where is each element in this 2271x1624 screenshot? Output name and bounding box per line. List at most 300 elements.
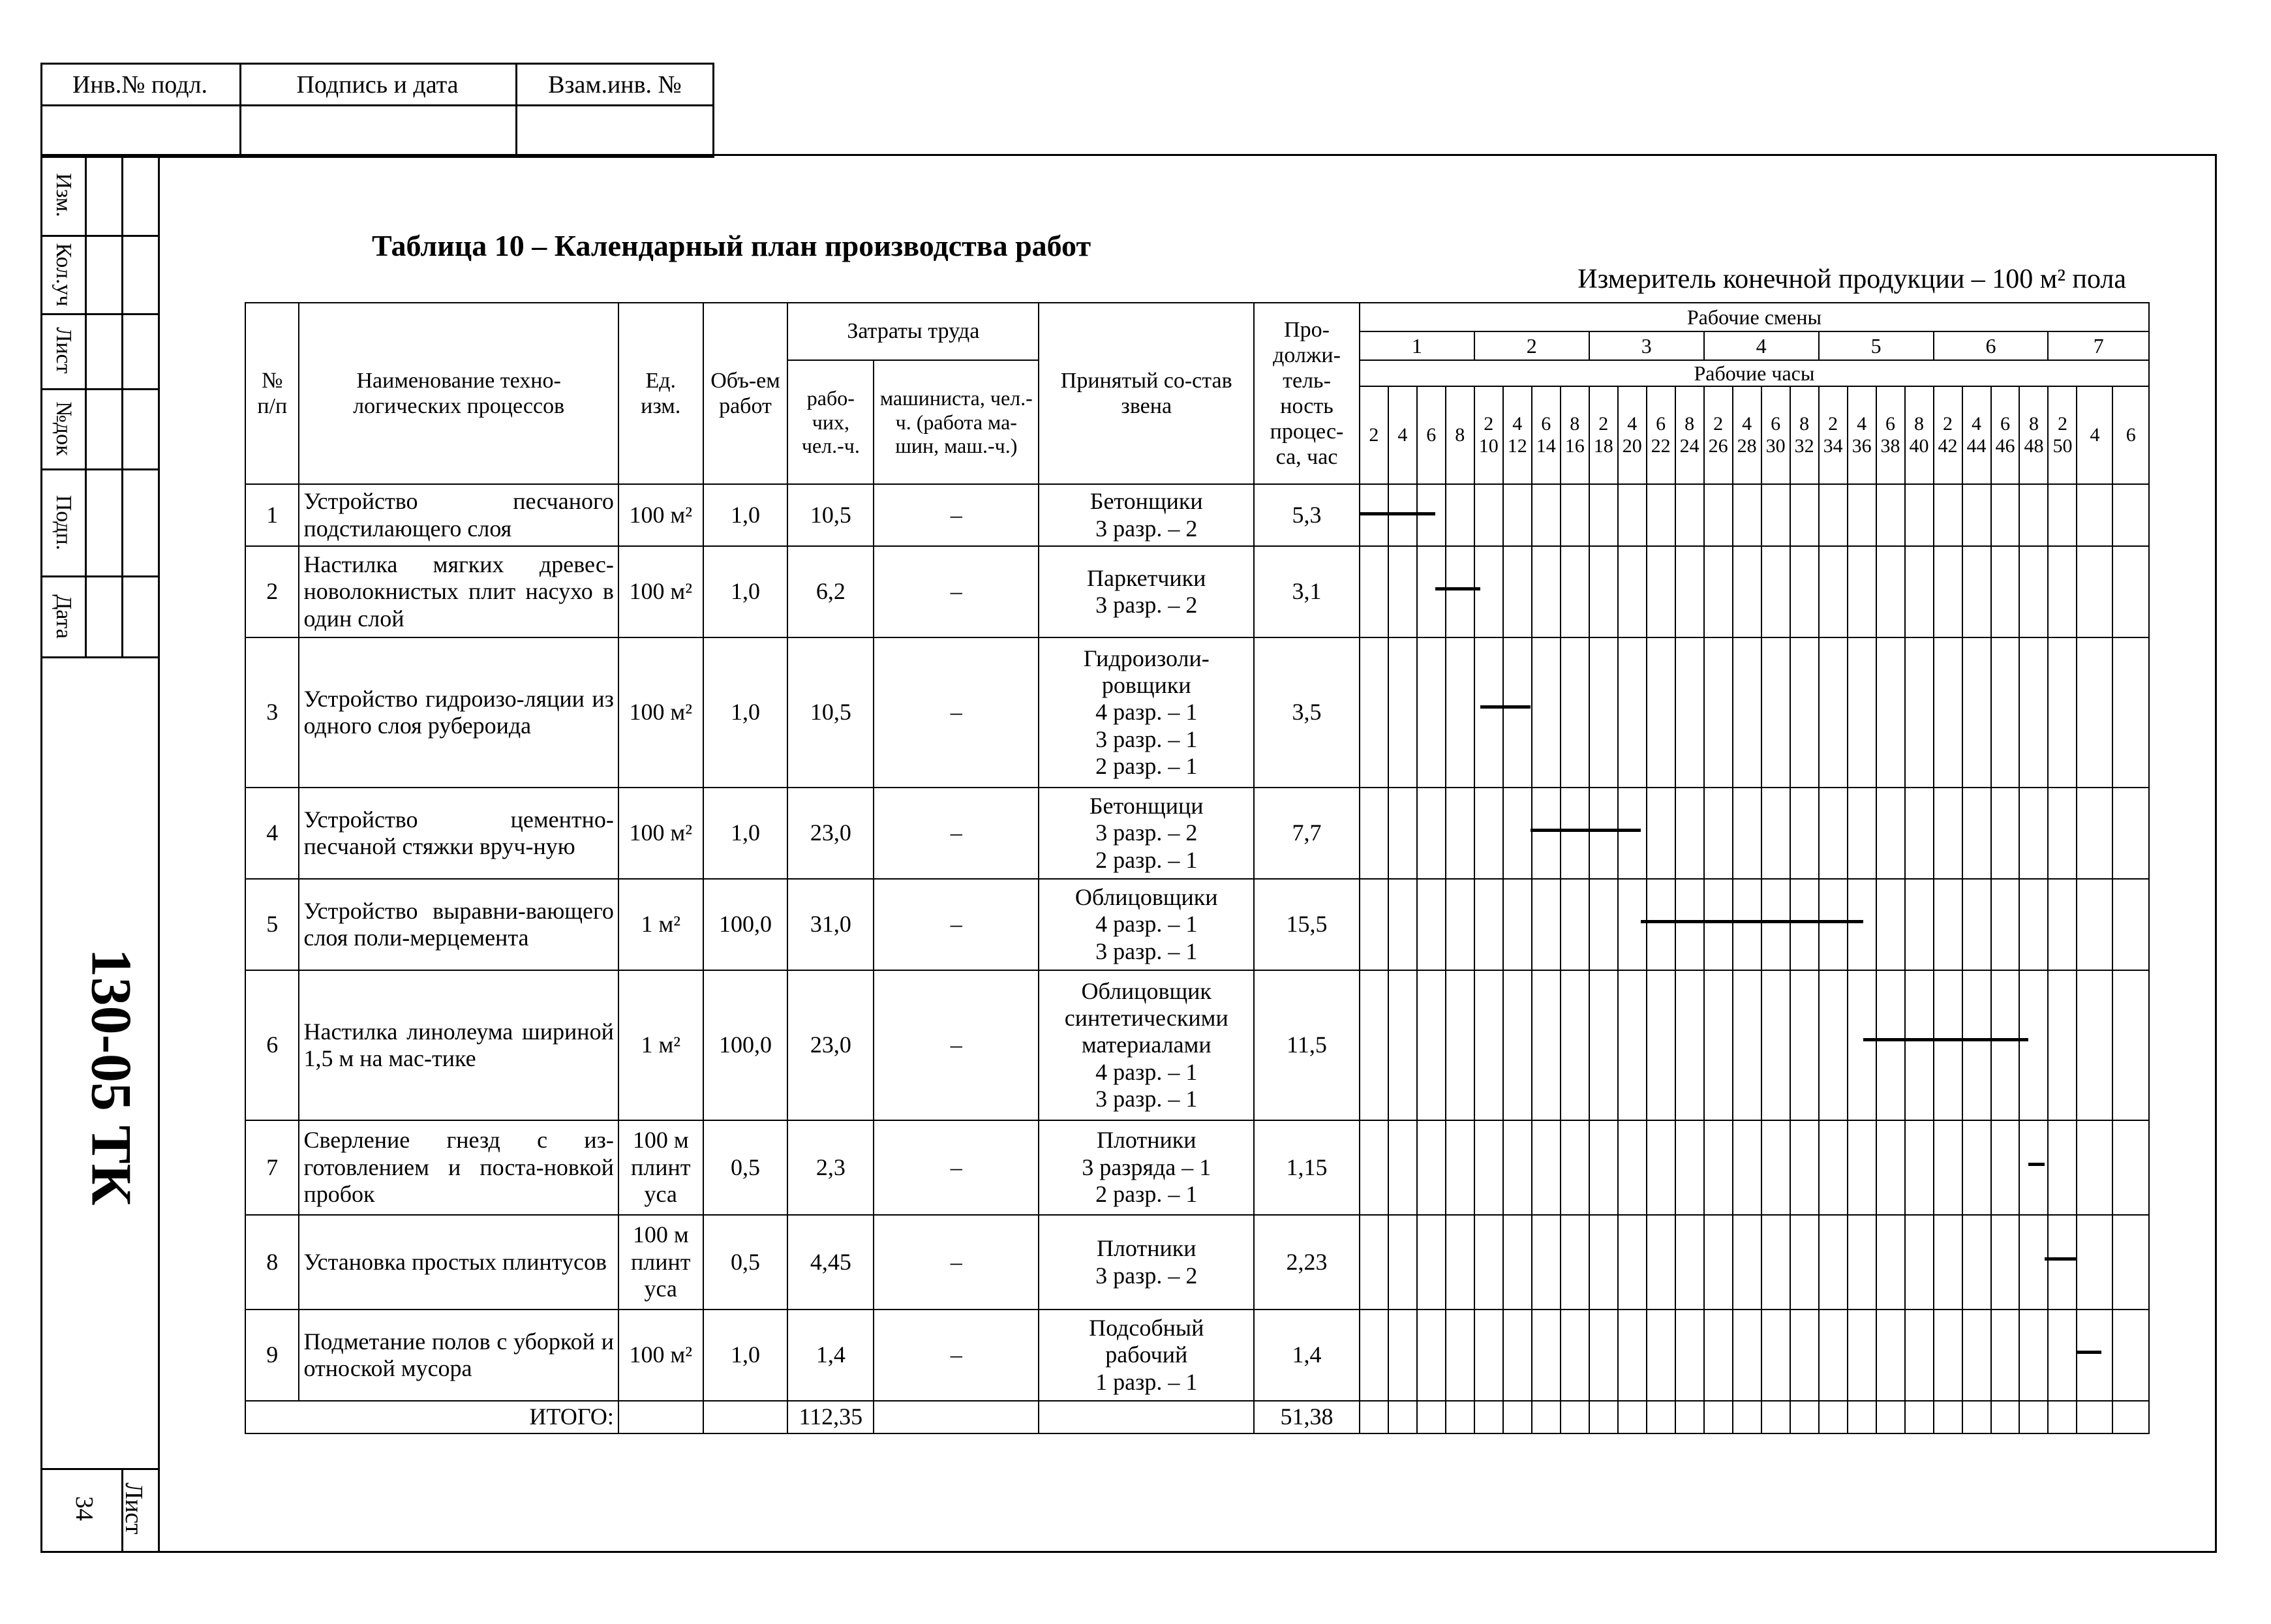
process-name: Устройство цементно-песчаной стяжки вруч-ную bbox=[299, 788, 618, 879]
crew-line: 1 разр. – 1 bbox=[1095, 1368, 1198, 1395]
gantt-cell bbox=[1962, 637, 1991, 788]
gantt-cell bbox=[2048, 1310, 2077, 1401]
gantt-cell bbox=[1474, 1401, 1503, 1433]
gantt-cell bbox=[1876, 1215, 1905, 1310]
crew-line: 2 разр. – 1 bbox=[1095, 846, 1198, 873]
side-row bbox=[40, 468, 158, 470]
gantt-cell bbox=[1704, 637, 1733, 788]
side-data: Дата bbox=[52, 594, 76, 639]
hour-tick-label: 16 bbox=[1564, 435, 1585, 457]
row-number: 2 bbox=[245, 546, 299, 637]
gantt-cell bbox=[1446, 637, 1474, 788]
gantt-cell bbox=[1704, 970, 1733, 1120]
gantt-cell bbox=[1733, 788, 1761, 879]
unit: 100 м² bbox=[618, 788, 703, 879]
crew-line: 3 разр. – 1 bbox=[1095, 938, 1198, 964]
gantt-cell bbox=[1848, 879, 1876, 970]
gantt-cell bbox=[1733, 1215, 1761, 1310]
gantt-cell bbox=[1589, 1120, 1618, 1215]
hour-tick-label: 36 bbox=[1852, 435, 1872, 457]
col-labor-header: Затраты труда bbox=[787, 303, 1039, 360]
gantt-cell bbox=[2019, 1401, 2048, 1433]
crew-line: 3 разр. – 1 bbox=[1095, 1086, 1198, 1112]
gantt-bar bbox=[1863, 1038, 2028, 1041]
row-number: 6 bbox=[245, 970, 299, 1120]
table-row bbox=[245, 484, 2149, 546]
process-name: Устройство песчаного подстилающего слоя bbox=[299, 484, 618, 546]
gantt-cell bbox=[1647, 484, 1675, 546]
duration: 11,5 bbox=[1254, 970, 1360, 1120]
gantt-cell bbox=[1934, 1215, 1962, 1310]
gantt-cell bbox=[1733, 879, 1761, 970]
gantt-cell bbox=[1474, 879, 1503, 970]
hour-tick bbox=[1790, 386, 1819, 484]
workers-labor: 6,2 bbox=[787, 546, 874, 637]
hour-tick bbox=[1675, 386, 1704, 484]
gantt-cell bbox=[1388, 1120, 1417, 1215]
hour-tick-label: 4 bbox=[1627, 412, 1638, 435]
gantt-bar bbox=[1641, 920, 1863, 923]
gantt-cell bbox=[2112, 1401, 2149, 1433]
duration: 2,23 bbox=[1254, 1215, 1360, 1310]
gantt-cell bbox=[1532, 1120, 1561, 1215]
gantt-cell bbox=[1618, 1215, 1647, 1310]
gantt-cell bbox=[1761, 1120, 1790, 1215]
gantt-cell bbox=[1905, 637, 1934, 788]
gantt-cell bbox=[1962, 879, 1991, 970]
gantt-cell bbox=[1675, 637, 1704, 788]
gantt-cell bbox=[1876, 1401, 1905, 1433]
gantt-cell bbox=[1675, 879, 1704, 970]
hour-tick-label: 8 bbox=[1455, 423, 1465, 446]
gantt-cell bbox=[1905, 1215, 1934, 1310]
gantt-cell bbox=[1446, 1310, 1474, 1401]
gantt-cell bbox=[1761, 637, 1790, 788]
total-empty bbox=[703, 1401, 788, 1433]
volume: 100,0 bbox=[703, 970, 788, 1120]
gantt-cell bbox=[2019, 879, 2048, 970]
row-number: 1 bbox=[245, 484, 299, 546]
gantt-cell bbox=[1934, 637, 1962, 788]
gantt-cell bbox=[1905, 1310, 1934, 1401]
table-row bbox=[245, 637, 2149, 788]
volume: 100,0 bbox=[703, 879, 788, 970]
gantt-cell bbox=[1934, 788, 1962, 879]
gantt-cell bbox=[1589, 1215, 1618, 1310]
hour-tick-label: 2 bbox=[1828, 412, 1838, 435]
machinist-labor: – bbox=[874, 970, 1039, 1120]
hour-tick bbox=[1876, 386, 1905, 484]
gantt-cell bbox=[1675, 1120, 1704, 1215]
gantt-cell bbox=[1991, 546, 2020, 637]
gantt-cell bbox=[2112, 637, 2149, 788]
hour-tick bbox=[2019, 386, 2048, 484]
gantt-bar bbox=[2077, 1351, 2101, 1354]
hour-tick-label: 2 bbox=[2057, 412, 2067, 435]
total-duration: 51,38 bbox=[1254, 1401, 1360, 1433]
gantt-cell bbox=[1618, 1120, 1647, 1215]
gantt-cell bbox=[1417, 1310, 1446, 1401]
gantt-cell bbox=[1991, 1120, 2020, 1215]
process-name: Настилка линолеума шириной 1,5 м на мас-тике bbox=[299, 970, 618, 1120]
process-name: Подметание полов с уборкой и отноской мусора bbox=[299, 1310, 618, 1401]
hour-tick-label: 8 bbox=[1799, 412, 1810, 435]
workers-labor: 23,0 bbox=[787, 788, 874, 879]
gantt-cell bbox=[1790, 970, 1819, 1120]
machinist-labor: – bbox=[874, 1120, 1039, 1215]
gantt-cell bbox=[2019, 1215, 2048, 1310]
gantt-cell bbox=[1618, 1401, 1647, 1433]
machinist-labor: – bbox=[874, 1310, 1039, 1401]
crew-line: Облицовщик bbox=[1081, 977, 1212, 1004]
gantt-cell bbox=[1388, 970, 1417, 1120]
gantt-cell bbox=[1733, 1401, 1761, 1433]
gantt-cell bbox=[1675, 1401, 1704, 1433]
hour-tick bbox=[2048, 386, 2077, 484]
side-row bbox=[40, 388, 158, 390]
gantt-cell bbox=[1905, 970, 1934, 1120]
duration: 1,15 bbox=[1254, 1120, 1360, 1215]
gantt-cell bbox=[1647, 788, 1675, 879]
side-kol-uch: Кол.уч bbox=[52, 243, 76, 307]
gantt-cell bbox=[1561, 1215, 1589, 1310]
gantt-cell bbox=[2112, 970, 2149, 1120]
gantt-cell bbox=[2077, 1310, 2112, 1401]
gantt-cell bbox=[2048, 546, 2077, 637]
gantt-cell bbox=[1876, 788, 1905, 879]
gantt-cell bbox=[1761, 879, 1790, 970]
hour-tick bbox=[1532, 386, 1561, 484]
gantt-cell bbox=[1532, 970, 1561, 1120]
col-crew-header: Принятый со-став звена bbox=[1039, 303, 1254, 484]
gantt-cell bbox=[1360, 1310, 1388, 1401]
gantt-cell bbox=[2077, 1401, 2112, 1433]
row-number: 4 bbox=[245, 788, 299, 879]
hour-tick bbox=[1905, 386, 1934, 484]
gantt-cell bbox=[2019, 484, 2048, 546]
unit: 100 м² bbox=[618, 1310, 703, 1401]
gantt-cell bbox=[1474, 788, 1503, 879]
machinist-labor: – bbox=[874, 484, 1039, 546]
gantt-cell bbox=[1848, 970, 1876, 1120]
hour-tick-label: 8 bbox=[2028, 412, 2039, 435]
gantt-cell bbox=[1388, 546, 1417, 637]
gantt-cell bbox=[2048, 1401, 2077, 1433]
gantt-cell bbox=[1446, 970, 1474, 1120]
gantt-cell bbox=[1962, 970, 1991, 1120]
gantt-cell bbox=[1503, 546, 1532, 637]
gantt-cell bbox=[1589, 637, 1618, 788]
duration: 3,1 bbox=[1254, 546, 1360, 637]
gantt-cell bbox=[1417, 1215, 1446, 1310]
gantt-cell bbox=[1962, 484, 1991, 546]
hour-tick-label: 6 bbox=[2126, 423, 2136, 446]
gantt-cell bbox=[1388, 1310, 1417, 1401]
gantt-cell bbox=[1474, 484, 1503, 546]
gantt-cell bbox=[1704, 546, 1733, 637]
table-row bbox=[245, 970, 2149, 1120]
gantt-cell bbox=[1589, 546, 1618, 637]
gantt-cell bbox=[1934, 1310, 1962, 1401]
hour-tick-label: 4 bbox=[1972, 412, 1981, 435]
gantt-cell bbox=[1647, 1401, 1675, 1433]
crew bbox=[1039, 546, 1254, 637]
gantt-cell bbox=[1790, 637, 1819, 788]
gantt-cell bbox=[1733, 970, 1761, 1120]
gantt-cell bbox=[2077, 1215, 2112, 1310]
gantt-cell bbox=[1790, 788, 1819, 879]
gantt-cell bbox=[1532, 546, 1561, 637]
gantt-cell bbox=[1532, 1310, 1561, 1401]
hour-tick-label: 44 bbox=[1966, 435, 1987, 457]
gantt-cell bbox=[1991, 879, 2020, 970]
gantt-cell bbox=[1934, 546, 1962, 637]
gantt-cell bbox=[1360, 788, 1388, 879]
hour-tick bbox=[1360, 386, 1388, 484]
total-empty bbox=[618, 1401, 703, 1433]
gantt-cell bbox=[1991, 484, 2020, 546]
crew-line: синтетическими bbox=[1064, 1004, 1228, 1031]
gantt-cell bbox=[1790, 484, 1819, 546]
gantt-cell bbox=[1790, 1215, 1819, 1310]
gantt-cell bbox=[1704, 484, 1733, 546]
gantt-cell bbox=[1474, 1215, 1503, 1310]
gantt-cell bbox=[1618, 637, 1647, 788]
gantt-cell bbox=[2077, 1120, 2112, 1215]
side-list: Лист bbox=[52, 327, 76, 374]
gantt-cell bbox=[1819, 788, 1848, 879]
gantt-cell bbox=[2019, 788, 2048, 879]
gantt-cell bbox=[1446, 484, 1474, 546]
gantt-cell bbox=[2112, 1310, 2149, 1401]
gantt-cell bbox=[1704, 1215, 1733, 1310]
hour-tick-label: 2 bbox=[1713, 412, 1724, 435]
gantt-bar bbox=[2045, 1257, 2077, 1261]
gantt-cell bbox=[1503, 1310, 1532, 1401]
table-row bbox=[245, 1120, 2149, 1215]
crew-line: 4 разр. – 1 bbox=[1095, 1058, 1198, 1085]
gantt-cell bbox=[2112, 546, 2149, 637]
gantt-cell bbox=[1474, 637, 1503, 788]
hour-tick-label: 4 bbox=[1512, 412, 1523, 435]
hour-tick bbox=[1618, 386, 1647, 484]
gantt-cell bbox=[1704, 1120, 1733, 1215]
total-workers: 112,35 bbox=[787, 1401, 874, 1433]
crew bbox=[1039, 637, 1254, 788]
gantt-bar bbox=[1435, 587, 1480, 590]
hour-tick-label: 46 bbox=[1995, 435, 2015, 457]
gantt-cell bbox=[1761, 1215, 1790, 1310]
gantt-cell bbox=[1876, 637, 1905, 788]
gantt-cell bbox=[1503, 788, 1532, 879]
hour-tick bbox=[1991, 386, 2020, 484]
hour-tick-label: 8 bbox=[1684, 412, 1695, 435]
gantt-cell bbox=[1991, 970, 2020, 1120]
duration: 3,5 bbox=[1254, 637, 1360, 788]
hour-tick-label: 6 bbox=[1541, 412, 1551, 435]
crew-line: Плотники bbox=[1096, 1127, 1196, 1154]
crew-line: 3 разр. – 2 bbox=[1095, 1262, 1198, 1289]
gantt-cell bbox=[1388, 879, 1417, 970]
hour-tick-label: 32 bbox=[1794, 435, 1814, 457]
gantt-cell bbox=[1934, 484, 1962, 546]
gantt-cell bbox=[2048, 637, 2077, 788]
hour-tick-label: 6 bbox=[1885, 412, 1896, 435]
gantt-cell bbox=[2019, 1120, 2048, 1215]
gantt-cell bbox=[1704, 1310, 1733, 1401]
gantt-cell bbox=[1503, 879, 1532, 970]
hour-tick-label: 6 bbox=[2000, 412, 2010, 435]
gantt-cell bbox=[1446, 1120, 1474, 1215]
gantt-cell bbox=[1934, 1120, 1962, 1215]
volume: 1,0 bbox=[703, 1310, 788, 1401]
gantt-cell bbox=[1589, 879, 1618, 970]
gantt-cell bbox=[1561, 970, 1589, 1120]
hour-tick-label: 4 bbox=[1397, 423, 1408, 446]
gantt-cell bbox=[1848, 1120, 1876, 1215]
unit: 100 м² bbox=[618, 546, 703, 637]
shift-number: 3 bbox=[1589, 331, 1704, 360]
gantt-cell bbox=[1934, 970, 1962, 1120]
side-podp: Подп. bbox=[52, 495, 76, 551]
gantt-cell bbox=[1848, 546, 1876, 637]
gantt-cell bbox=[1848, 637, 1876, 788]
hour-tick-label: 48 bbox=[2024, 435, 2044, 457]
gantt-cell bbox=[1647, 1120, 1675, 1215]
gantt-cell bbox=[1848, 788, 1876, 879]
gantt-cell bbox=[2077, 788, 2112, 879]
gantt-cell bbox=[1417, 788, 1446, 879]
hour-tick-label: 14 bbox=[1536, 435, 1556, 457]
gantt-cell bbox=[1819, 546, 1848, 637]
frame-inner-left bbox=[158, 154, 160, 1553]
page-title: Таблица 10 – Календарный план производства работ bbox=[372, 229, 1091, 262]
gantt-cell bbox=[1618, 970, 1647, 1120]
gantt-cell bbox=[1561, 1401, 1589, 1433]
hour-tick-label: 8 bbox=[1570, 412, 1580, 435]
crew-line: Бетонщици bbox=[1089, 792, 1204, 819]
hour-tick bbox=[1962, 386, 1991, 484]
hour-tick bbox=[1388, 386, 1417, 484]
gantt-cell bbox=[1761, 970, 1790, 1120]
shift-number: 2 bbox=[1474, 331, 1589, 360]
gantt-cell bbox=[2019, 970, 2048, 1120]
hour-tick-label: 8 bbox=[1914, 412, 1925, 435]
hour-tick bbox=[1417, 386, 1446, 484]
hour-tick bbox=[1503, 386, 1532, 484]
gantt-cell bbox=[2048, 1215, 2077, 1310]
shift-number: 5 bbox=[1819, 331, 1934, 360]
gantt-cell bbox=[1417, 1120, 1446, 1215]
gantt-cell bbox=[1618, 788, 1647, 879]
gantt-cell bbox=[1647, 1310, 1675, 1401]
gantt-cell bbox=[1561, 879, 1589, 970]
gantt-bar bbox=[1360, 512, 1436, 515]
gantt-cell bbox=[1819, 1215, 1848, 1310]
volume: 1,0 bbox=[703, 546, 788, 637]
gantt-cell bbox=[1589, 484, 1618, 546]
subtitle: Измеритель конечной продукции – 100 м² пола bbox=[1578, 264, 2126, 294]
gantt-cell bbox=[1819, 1401, 1848, 1433]
hour-tick bbox=[1647, 386, 1675, 484]
gantt-cell bbox=[1790, 546, 1819, 637]
hour-tick-label: 38 bbox=[1880, 435, 1900, 457]
hour-tick-label: 42 bbox=[1938, 435, 1958, 457]
gantt-cell bbox=[1733, 484, 1761, 546]
gantt-cell bbox=[1733, 637, 1761, 788]
hours-label: Рабочие часы bbox=[1360, 360, 2149, 386]
shifts-label: Рабочие смены bbox=[1360, 303, 2149, 331]
unit: 1 м² bbox=[618, 879, 703, 970]
gantt-bar bbox=[1531, 829, 1641, 832]
volume: 0,5 bbox=[703, 1120, 788, 1215]
hour-tick-label: 24 bbox=[1679, 435, 1699, 457]
gantt-cell bbox=[1360, 1215, 1388, 1310]
gantt-cell bbox=[1474, 1310, 1503, 1401]
gantt-cell bbox=[1446, 1401, 1474, 1433]
volume: 1,0 bbox=[703, 637, 788, 788]
gantt-cell bbox=[1589, 970, 1618, 1120]
gantt-cell bbox=[1733, 1310, 1761, 1401]
hour-tick-label: 50 bbox=[2052, 435, 2073, 457]
side-row bbox=[40, 235, 158, 237]
gantt-cell bbox=[1618, 546, 1647, 637]
row-number: 5 bbox=[245, 879, 299, 970]
gantt-cell bbox=[1647, 1215, 1675, 1310]
machinist-labor: – bbox=[874, 1215, 1039, 1310]
workers-labor: 10,5 bbox=[787, 637, 874, 788]
gantt-cell bbox=[1503, 484, 1532, 546]
hour-tick-label: 10 bbox=[1478, 435, 1499, 457]
gantt-cell bbox=[1848, 1401, 1876, 1433]
hour-tick-label: 4 bbox=[1742, 412, 1752, 435]
gantt-cell bbox=[1561, 1310, 1589, 1401]
total-empty bbox=[1039, 1401, 1254, 1433]
crew bbox=[1039, 1215, 1254, 1310]
col-volume-header: Объ-ем работ bbox=[703, 303, 788, 484]
gantt-cell bbox=[2112, 484, 2149, 546]
gantt-cell bbox=[1848, 1310, 1876, 1401]
crew-line: 2 разр. – 1 bbox=[1095, 753, 1198, 780]
gantt-cell bbox=[1561, 484, 1589, 546]
gantt-cell bbox=[1647, 879, 1675, 970]
machinist-labor: – bbox=[874, 879, 1039, 970]
gantt-cell bbox=[1761, 788, 1790, 879]
gantt-cell bbox=[1962, 1310, 1991, 1401]
gantt-cell bbox=[1991, 1215, 2020, 1310]
gantt-cell bbox=[1876, 970, 1905, 1120]
gantt-cell bbox=[1474, 1120, 1503, 1215]
gantt-cell bbox=[1360, 1120, 1388, 1215]
gantt-cell bbox=[1876, 484, 1905, 546]
crew-line: материалами bbox=[1081, 1032, 1212, 1058]
hour-tick-label: 6 bbox=[1771, 412, 1781, 435]
gantt-cell bbox=[1589, 1310, 1618, 1401]
gantt-cell bbox=[1761, 1310, 1790, 1401]
hour-tick bbox=[1819, 386, 1848, 484]
gantt-cell bbox=[2019, 637, 2048, 788]
hour-tick-label: 40 bbox=[1909, 435, 1929, 457]
table-row bbox=[245, 546, 2149, 637]
unit: 1 м² bbox=[618, 970, 703, 1120]
crew-line: 3 разр. – 1 bbox=[1095, 726, 1198, 752]
duration: 7,7 bbox=[1254, 788, 1360, 879]
gantt-cell bbox=[1388, 1401, 1417, 1433]
gantt-cell bbox=[1790, 1120, 1819, 1215]
gantt-cell bbox=[1905, 788, 1934, 879]
gantt-cell bbox=[1446, 788, 1474, 879]
side-col bbox=[85, 154, 87, 656]
